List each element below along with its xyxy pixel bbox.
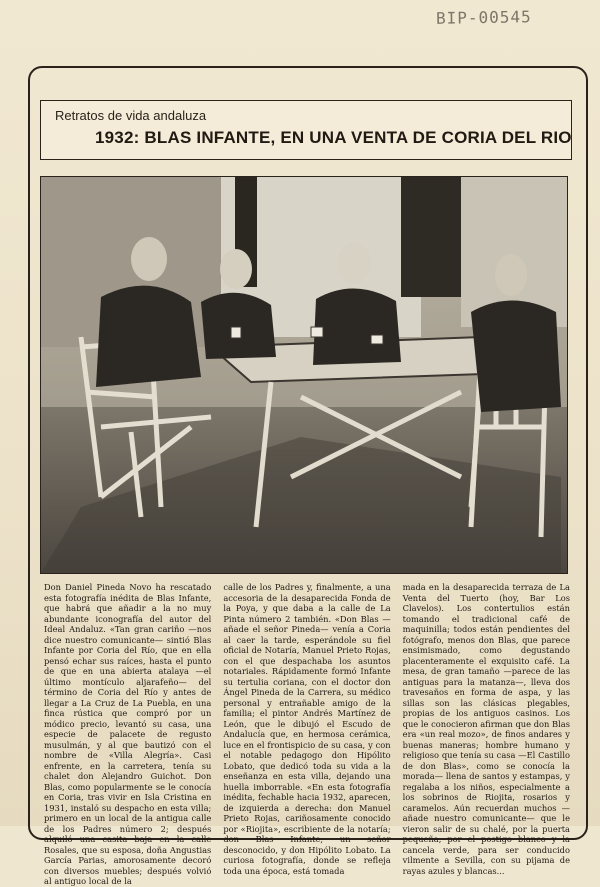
article-headline: 1932: BLAS INFANTE, EN UNA VENTA DE CORIA DEL RIO xyxy=(95,128,572,147)
handwritten-archive-code: BIP-00545 xyxy=(435,7,532,28)
title-box xyxy=(40,100,572,160)
article-photograph xyxy=(40,176,568,574)
article-column-1: Don Daniel Pineda Novo ha rescatado esta fotografía inédita de Blas Infante, que habrá que añadir a la no muy abundante iconografía del autor del Ideal Andaluz. «Tan gran cariño —nos dice nuestro comunicante— sintió Blas Infante por Coria del Río, que en ella pensó echar sus raíces, hasta el punto de que en una abierta atalaya —el último montículo aljarafeño— del término de Coria del Río y antes de llegar a La Cruz de La Puebla, en una finca rústica que compró por un módico precio, levantó su casa, una especie de palacete de regusto musulmán, y al que bautizó con el nombre de «Villa Alegría». Casi enfrente, en la carretera, tenía su chalet don Alejandro Guichot. Don Blas, como popularmente se le conocía en Coria, tras vivir en Isla Cristina en 1931, instaló su despacho en esta villa; primero en un local de la antigua calle de los Padres número 2; después alquiló una casita baja en la calle Rosales, que su esposa, doña Angustias García Parias, amorosamente decoró con diversos muebles; después volvió al antiguo local de la xyxy=(44,582,212,886)
photograph-icon xyxy=(41,177,567,573)
article-column-2: calle de los Padres y, finalmente, a una accesoria de la desaparecida Fonda de la Poya, y que daba a la calle de La Pinta número 2 también. «Don Blas —añade el señor Pineda— venía a Coria al caer la tarde, esperándole su fiel oficial de Notaría, Manuel Prieto Rojas, con el que despachaba los asuntos notariales. Rápidamente formó Infante su tertulia coriana, con el doctor don Ángel Pineda de la Carrera, su médico personal y entrañable amigo de la familia; el pintor Andrés Martínez de León, que le dibujó el Escudo de Andalucía que, en hermosa cerámica, luce en el frontispicio de su casa, y con el notable pedagogo don Hipólito Lobato, que dedicó toda su vida a la enseñanza en esta villa, dejando una huella imborrable. «En esta fotografía inédita, fechable hacia 1932, aparecen, de izquierda a derecha: don Manuel Prieto Rojas, cariñosamente conocido por «Riojita», escribiente de la notaría; don Blas Infante; un señor desconocido, y don Hipólito Lobato. La curiosa fotografía, donde se refleja toda una época, está tomada xyxy=(223,582,391,876)
section-kicker: Retratos de vida andaluza xyxy=(55,108,207,123)
article-column-3: mada en la desaparecida terraza de La Venta del Tuerto (hoy, Bar Los Clavelos). Los contertulios están tomando el tradicional café de maquinilla; todos están pendientes del fotógrafo, menos don Blas, que parece ensimismado, como degustando placenteramente el exquisito café. La mesa, de gran tamaño —parece de las antiguas para la matanza—, lleva dos travesaños en forma de aspa, y las sillas son las clásicas plegables, propias de los antiguos casinos. Los que le conocieron afirman que don Blas era «un real mozo», de finos andares y buenas maneras; hombre humano y religioso que tenía su casa —El Castillo de don Blas», como se conocía la morada— llena de santos y estampas, y regalaba a los niños, especialmente a los sobrinos de Riojita, rosarios y caramelos. Aún recuerdan muchos —añade nuestro comunicante— que le vieron salir de su chalé, por la puerta pequeña, por el postigo blanco y la cancela verde, para ser conducido vilmente a Sevilla, con su pijama de rayas azules y blancas... xyxy=(402,582,570,876)
article-body xyxy=(44,582,570,886)
